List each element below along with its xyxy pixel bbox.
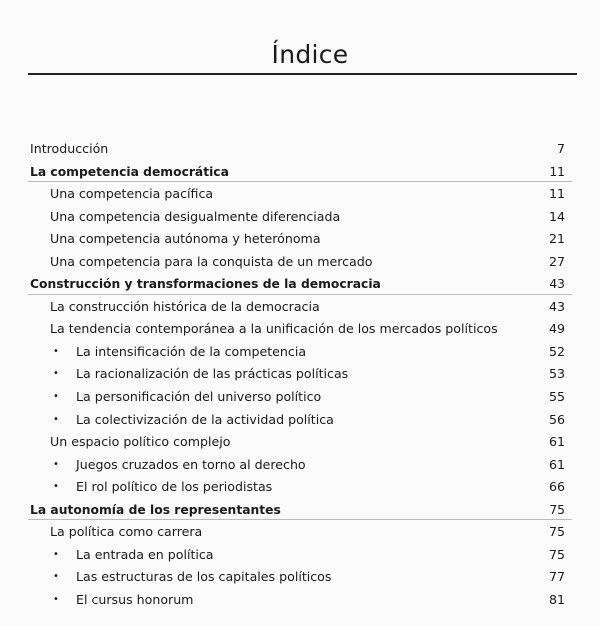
toc-subsection[interactable]	[0, 589, 600, 612]
toc-page-number: 52	[548, 343, 565, 359]
bullet-icon: •	[53, 345, 59, 357]
toc-entry-label: La construcción histórica de la democracia	[50, 298, 320, 314]
toc-entry-label: La colectivización de la actividad política	[76, 411, 334, 427]
toc-page-number: 53	[548, 366, 565, 382]
toc-entry-label: La entrada en política	[76, 546, 214, 562]
toc-page-number: 55	[548, 389, 565, 405]
bullet-icon: •	[53, 481, 59, 493]
toc-page-number: 75	[549, 502, 565, 517]
bullet-icon: •	[53, 571, 59, 583]
toc-entry-label: La racionalización de las prácticas políticas	[76, 366, 349, 382]
toc-page-number: 43	[549, 277, 565, 292]
toc-section[interactable]	[0, 318, 600, 341]
toc-entry-label: Una competencia pacífica	[50, 186, 214, 202]
page-title: Índice	[271, 40, 349, 69]
toc-subsection[interactable]	[0, 544, 600, 567]
toc-subsection[interactable]	[0, 363, 600, 386]
toc-entry-label: El cursus honorum	[76, 591, 194, 607]
toc-page-number: 75	[548, 524, 565, 540]
bullet-icon: •	[53, 593, 59, 605]
toc-page-number: 49	[548, 321, 565, 337]
toc-chapter[interactable]	[0, 161, 600, 184]
toc-entry-label: La autonomía de los representantes	[30, 502, 281, 517]
toc-page-number: 11	[549, 164, 565, 179]
toc-section[interactable]	[0, 431, 600, 454]
toc-subsection[interactable]	[0, 566, 600, 589]
toc-subsection[interactable]	[0, 476, 600, 499]
toc-entry-label: Construcción y transformaciones de la democracia	[30, 277, 381, 292]
bullet-icon: •	[53, 458, 59, 470]
bullet-icon: •	[53, 391, 59, 403]
toc-subsection[interactable]	[0, 454, 600, 477]
toc-entry-label: El rol político de los periodistas	[76, 479, 273, 495]
toc-page-number: 56	[548, 411, 565, 427]
toc-section[interactable]	[0, 206, 600, 229]
toc-section[interactable]	[0, 521, 600, 544]
bullet-icon: •	[53, 368, 59, 380]
toc-page-number: 75	[548, 546, 565, 562]
toc-page-number: 43	[548, 298, 565, 314]
toc-page-number: 61	[548, 456, 565, 472]
toc-entry-label: La personificación del universo político	[76, 389, 322, 405]
toc-section[interactable]	[0, 296, 600, 319]
toc-entry-label: Introducción	[30, 141, 109, 156]
toc-entry-label: Una competencia desigualmente diferenciada	[50, 208, 341, 224]
toc-page-number: 7	[556, 141, 565, 156]
toc-entry-label: Las estructuras de los capitales políticos	[76, 569, 332, 585]
toc-entry-label: La competencia democrática	[30, 164, 229, 179]
table-of-contents	[0, 138, 600, 611]
toc-page-number: 61	[548, 434, 565, 450]
toc-subsection[interactable]	[0, 386, 600, 409]
toc-section[interactable]	[0, 251, 600, 274]
title-rule	[28, 73, 577, 75]
toc-entry-label: La tendencia contemporánea a la unificación de los mercados políticos	[50, 321, 498, 337]
toc-page-number: 11	[548, 186, 565, 202]
bullet-icon: •	[53, 413, 59, 425]
toc-page-number: 81	[548, 591, 565, 607]
toc-entry-label: Una competencia para la conquista de un mercado	[50, 253, 373, 269]
toc-chapter[interactable]	[0, 138, 600, 161]
toc-entry-label: Un espacio político complejo	[50, 434, 231, 450]
toc-page-number: 66	[548, 479, 565, 495]
toc-subsection[interactable]	[0, 409, 600, 432]
toc-section[interactable]	[0, 228, 600, 251]
toc-chapter[interactable]	[0, 499, 600, 522]
toc-page-number: 14	[548, 208, 565, 224]
toc-page-number: 77	[548, 569, 565, 585]
toc-entry-label: La intensificación de la competencia	[76, 343, 307, 359]
toc-subsection[interactable]	[0, 341, 600, 364]
toc-chapter[interactable]	[0, 273, 600, 296]
bullet-icon: •	[53, 548, 59, 560]
toc-section[interactable]	[0, 183, 600, 206]
toc-entry-label: La política como carrera	[50, 524, 203, 540]
toc-entry-label: Una competencia autónoma y heterónoma	[50, 231, 321, 247]
toc-page-number: 21	[548, 231, 565, 247]
toc-entry-label: Juegos cruzados en torno al derecho	[76, 456, 306, 472]
toc-page-number: 27	[548, 253, 565, 269]
